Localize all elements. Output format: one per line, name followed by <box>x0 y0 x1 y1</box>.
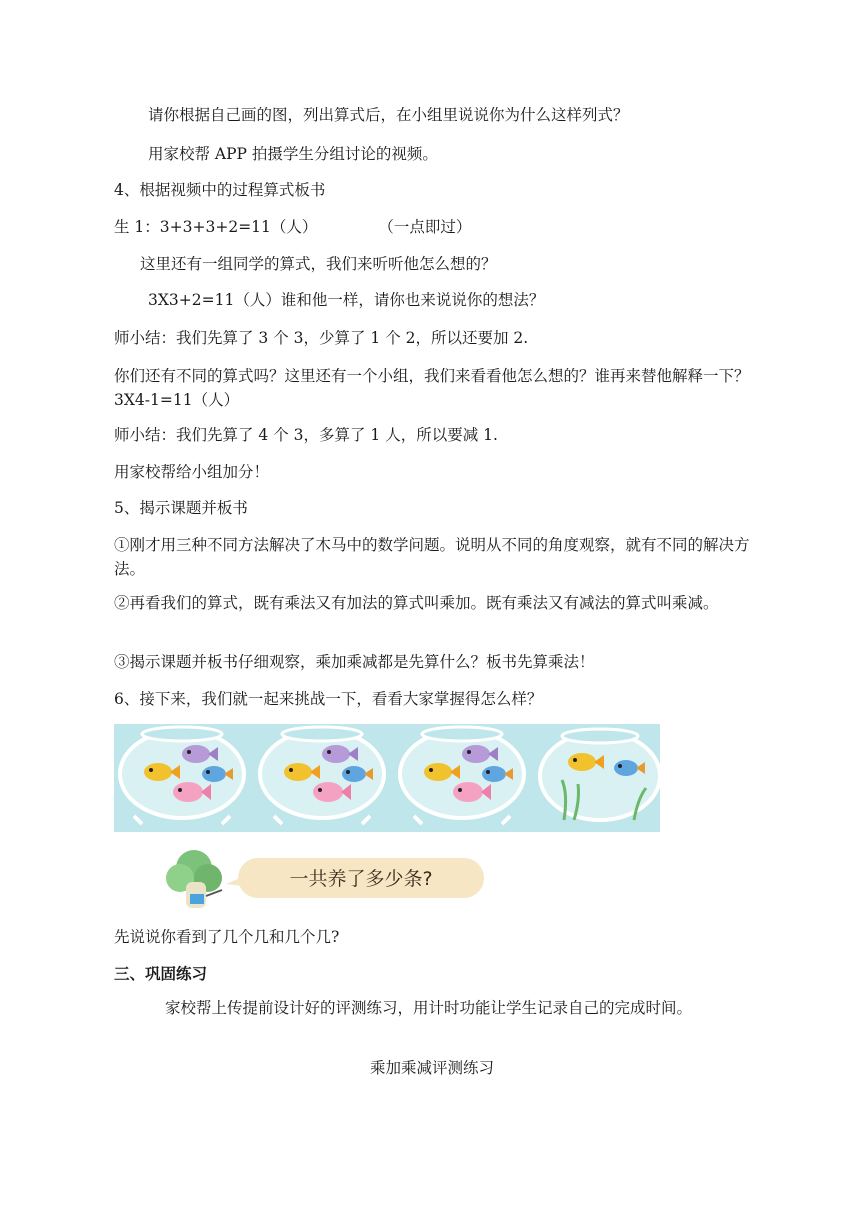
teacher-summary-2: 师小结：我们先算了 4 个 3，多算了 1 人，所以要减 1. <box>114 426 498 444</box>
paragraph-16: 先说说你看到了几个几和几个几? <box>114 928 340 946</box>
speech-illustration <box>160 842 490 918</box>
fish-bowls-illustration <box>114 724 660 832</box>
paragraph-5: 这里还有一组同学的算式，我们来听听他怎么想的？ <box>140 255 497 273</box>
student-1-equation: 生 1：3+3+3+2=11（人） <box>114 218 318 236</box>
paragraph-14: ③揭示课题并板书仔细观察，乘加乘减都是先算什么？板书先算乘法！ <box>114 653 595 671</box>
exercise-title: 乘加乘减评测练习 <box>369 1059 494 1077</box>
quick-note: （一点即过） <box>378 218 472 236</box>
section-3-heading: 三、巩固练习 <box>114 965 208 983</box>
cabbage-character-icon <box>166 850 222 908</box>
paragraph-1: 请你根据自己画的图，列出算式后，在小组里说说你为什么这样列式？ <box>148 106 629 124</box>
paragraph-8: 你们还有不同的算式吗？这里还有一个小组，我们来看看他怎么想的？谁再来替他解释一下？ 3X4-1=11（人） <box>114 367 750 409</box>
paragraph-12: ①刚才用三种不同方法解决了木马中的数学问题。说明从不同的角度观察，就有不同的解决方法。 <box>114 536 750 578</box>
paragraph-13: ②再看我们的算式，既有乘法又有加法的算式叫乘加。既有乘法又有减法的算式叫乘减。 <box>114 594 719 612</box>
step-6-heading: 6、接下来，我们就一起来挑战一下，看看大家掌握得怎么样？ <box>114 690 543 708</box>
paragraph-2: 用家校帮 APP 拍摄学生分组讨论的视频。 <box>148 145 438 163</box>
speech-bubble <box>226 858 484 898</box>
paragraph-17: 家校帮上传提前设计好的评测练习，用计时功能让学生记录自己的完成时间。 <box>165 999 693 1017</box>
paragraph-10: 用家校帮给小组加分！ <box>114 463 270 481</box>
step-5-heading: 5、揭示课题并板书 <box>114 499 248 517</box>
paragraph-6: 3X3+2=11（人）谁和他一样，请你也来说说你的想法？ <box>148 291 545 309</box>
speech-text: 一共养了多少条? <box>289 868 433 890</box>
teacher-summary-1: 师小结：我们先算了 3 个 3，少算了 1 个 2，所以还要加 2. <box>114 329 529 347</box>
step-4-heading: 4、根据视频中的过程算式板书 <box>114 181 326 199</box>
paragraph-student-1 <box>114 215 750 239</box>
fish-bowl-icon <box>540 729 660 820</box>
